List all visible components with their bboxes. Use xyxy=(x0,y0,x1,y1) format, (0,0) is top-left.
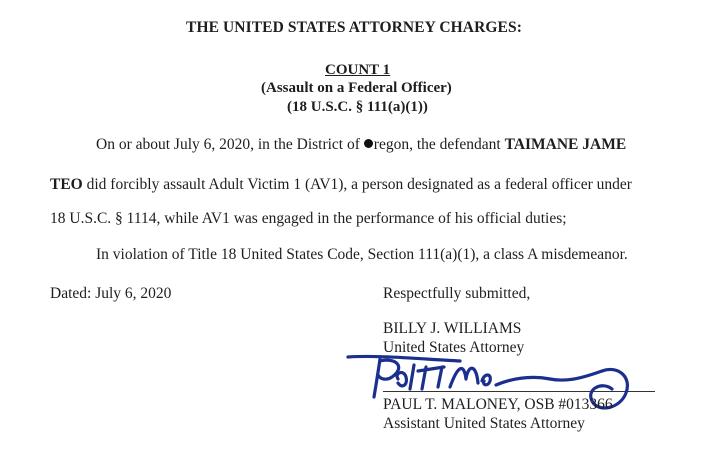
paragraph-1-text-b: regon, the defendant xyxy=(373,136,505,153)
count-subtitle-offense: (Assault on a Federal Officer) xyxy=(261,80,452,96)
dated-line: Dated: July 6, 2020 xyxy=(50,285,172,302)
violation-paragraph: In violation of Title 18 United States Code, Section 111(a)(1), a class A misdemeanor. xyxy=(96,246,628,263)
document-heading: THE UNITED STATES ATTORNEY CHARGES: xyxy=(186,19,522,36)
paragraph-1-line-1 xyxy=(96,136,626,154)
closing-line: Respectfully submitted, xyxy=(383,285,531,302)
paragraph-1-text-c: did forcibly assault Adult Victim 1 (AV1), a person designated as a federal officer under xyxy=(82,176,632,193)
count-title: COUNT 1 xyxy=(325,62,391,78)
signer-name: BILLY J. WILLIAMS xyxy=(383,320,522,337)
paragraph-1-line-2 xyxy=(50,176,632,194)
assistant-title: Assistant United States Attorney xyxy=(383,415,585,432)
count-subtitle-statute: (18 U.S.C. § 111(a)(1)) xyxy=(287,99,428,115)
defendant-name-first: TAIMANE JAME xyxy=(504,136,627,153)
signer-title: United States Attorney xyxy=(383,339,525,356)
paragraph-1-line-3: 18 U.S.C. § 1114, while AV1 was engaged in the performance of his official duties; xyxy=(50,210,567,227)
paragraph-1-text-a: On or about July 6, 2020, in the District of xyxy=(96,136,364,153)
ink-dot-mark xyxy=(364,139,373,148)
assistant-name: PAUL T. MALONEY, OSB #013366 xyxy=(383,396,613,413)
defendant-name-last: TEO xyxy=(50,176,83,193)
